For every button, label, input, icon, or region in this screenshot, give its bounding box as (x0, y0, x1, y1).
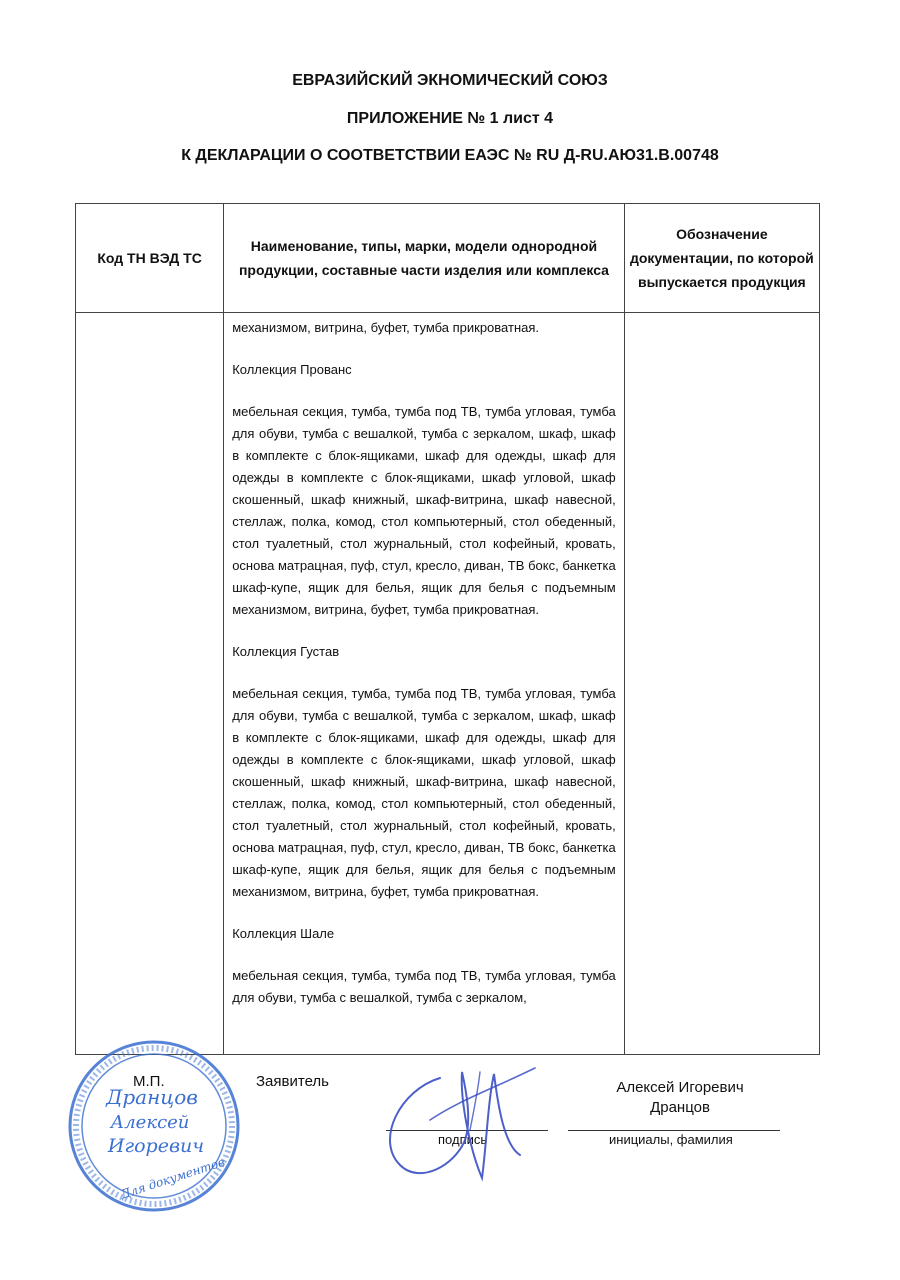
stamp-text: Алексей (110, 1112, 190, 1133)
applicant-label: Заявитель (256, 1073, 329, 1090)
stamp-text: Игоревич (107, 1135, 205, 1157)
col-header-product-name: Наименование, типы, марки, модели однородной продукции, составные части изделия или комплекса (224, 204, 625, 313)
stamp-text: Для документов (118, 1154, 227, 1202)
signature-caption: подпись (438, 1132, 488, 1147)
seal-place-label: М.П. (133, 1073, 165, 1090)
applicant-name-line2: Дранцов (650, 1099, 710, 1116)
name-line (568, 1130, 780, 1131)
header-union-title: ЕВРАЗИЙСКИЙ ЭКНОМИЧЕСКИЙ СОЮЗ (292, 72, 608, 89)
cell-product-list (224, 313, 625, 1055)
header-declaration-number: К ДЕКЛАРАЦИИ О СООТВЕТСТВИИ ЕАЭС № RU Д-RU.АЮ31.В.00748 (181, 147, 719, 164)
declaration-table (75, 203, 820, 1055)
table-row (76, 313, 820, 1055)
applicant-name-line1: Алексей Игоревич (616, 1079, 744, 1096)
collection-items: мебельная секция, тумба, тумба под ТВ, тумба угловая, тумба для обуви, тумба с вешалкой, тумба с зеркалом, шкаф, шкаф в комплекте с блок-ящиками, шкаф для одежды, шкаф для одежды в комплекте с блок-ящиками, шкаф угловой, шкаф скошенный, шкаф книжный, шкаф-витрина, шкаф навесной, стеллаж, полка, комод, стол компьютерный, стол обеденный, стол туалетный, стол журнальный, стол кофейный, кровать, основа матрацная, пуф, стул, кресло, диван, ТВ бокс, банкетка шкаф-купе, ящик для белья, ящик для белья с подъемным механизмом, витрина, буфет, тумба прикроватная. (232, 404, 616, 617)
col-header-code: Код ТН ВЭД ТС (76, 204, 224, 313)
header-appendix-title: ПРИЛОЖЕНИЕ № 1 лист 4 (346, 110, 554, 127)
name-caption: инициалы, фамилия (609, 1132, 733, 1147)
cell-code (76, 313, 224, 1055)
collection-title: Коллекция Прованс (232, 362, 352, 377)
collection-items: мебельная секция, тумба, тумба под ТВ, тумба угловая, тумба для обуви, тумба с вешалкой, тумба с зеркалом, (232, 968, 616, 1005)
table-header-row (76, 204, 820, 313)
product-list-content (224, 313, 624, 1009)
collection-title: Коллекция Шале (232, 926, 335, 941)
seal-stamp (64, 1036, 244, 1216)
handwritten-signature (370, 1060, 570, 1190)
cell-documentation (624, 313, 819, 1055)
stamp-text: Дранцов (106, 1085, 198, 1109)
collection-items: мебельная секция, тумба, тумба под ТВ, тумба угловая, тумба для обуви, тумба с вешалкой, тумба с зеркалом, шкаф, шкаф в комплекте с блок-ящиками, шкаф для одежды, шкаф для одежды в комплекте с блок-ящиками, шкаф угловой, шкаф скошенный, шкаф книжный, шкаф-витрина, шкаф навесной, стеллаж, полка, комод, стол компьютерный, стол обеденный, стол туалетный, стол журнальный, стол кофейный, кровать, основа матрацная, пуф, стул, кресло, диван, ТВ бокс, банкетка шкаф-купе, ящик для белья, ящик для белья с подъемным механизмом, витрина, буфет, тумба прикроватная. (232, 686, 616, 899)
continued-fragment: механизмом, витрина, буфет, тумба прикроватная. (232, 320, 540, 335)
applicant-name (590, 1078, 770, 1118)
col-header-documentation: Обозначение документации, по которой выпускается продукция (624, 204, 819, 313)
collection-title: Коллекция Густав (232, 644, 340, 659)
